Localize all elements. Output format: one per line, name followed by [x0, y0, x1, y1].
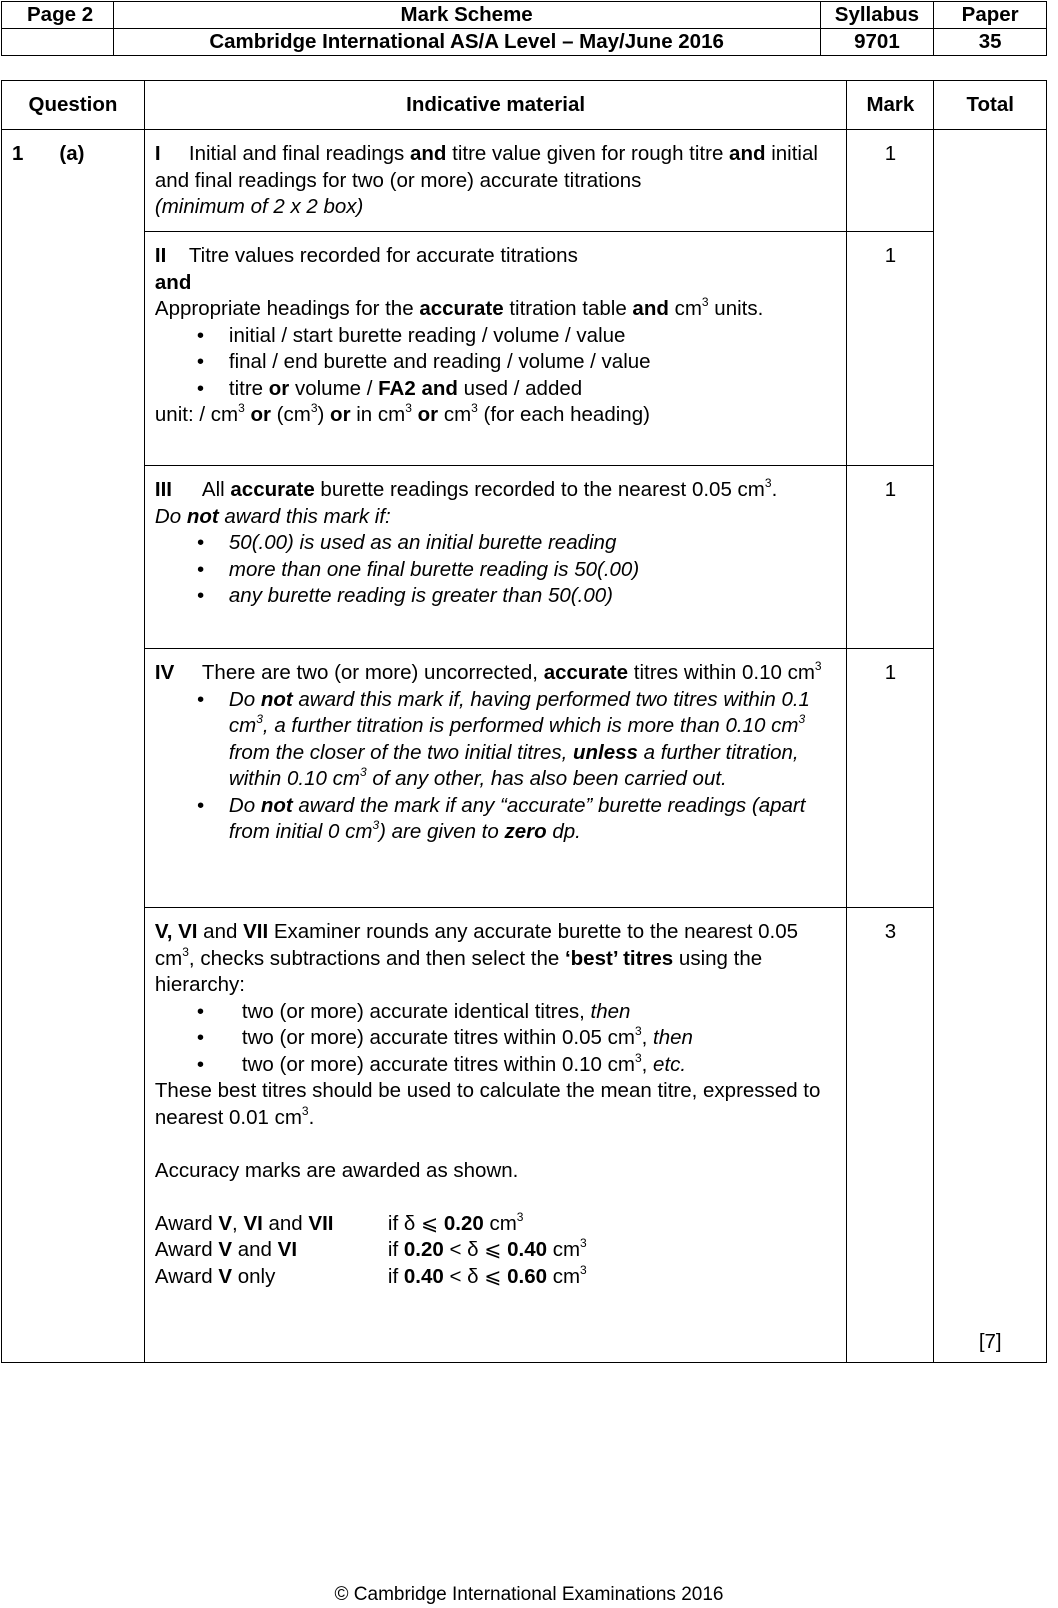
list-item: • final / end burette and reading / volume / value — [229, 349, 832, 376]
criterion-III: III All accurate burette readings recorded to the nearest 0.05 $cm^3$. Do not award this mark if: • 50(.00) is used as an initial burette reading • more than one final burette reading is 50(.00) • any burette reading is greater than 50(.00) — [144, 466, 846, 649]
hierarchy-list — [155, 999, 832, 1079]
list-item: • Do not award the mark if any “accurate” burette readings (apart from initial 0 $cm^3$) are given to zero dp. — [229, 793, 832, 846]
mark-value: 1 — [847, 130, 934, 232]
heading-list — [155, 323, 832, 403]
column-header-total: Total — [934, 81, 1047, 130]
syllabus-code: 9701 — [820, 29, 934, 56]
exclusion-list — [155, 687, 832, 846]
award-rule: Award V only if 0.40 < δ ⩽ 0.60 $cm^3$ — [154, 1262, 587, 1288]
criterion-I: I Initial and final readings and titre value given for rough titre and initial and final readings for two (or more) accurate titrations (minimum of 2 x 2 box) — [144, 130, 846, 232]
criteria-V-VI-VII: V, VI and VII Examiner rounds any accurate burette to the nearest 0.05 $cm^3$, checks subtractions and then select the ‘best’ titres using the hierarchy: • two (or more) accurate identical titres, then • two (or more) accurate titres within 0.05 $cm^3$, then • two (or more) accurate titres within 0.10 $cm^3$, etc. These best titres should be used to calculate the mean titre, expressed to nearest 0.01 $cm^3$. Accuracy marks are awarded as shown. Award V, VI and VII if δ ⩽ 0.20 $cm^3$ Award V and VI if 0.20 < δ ⩽ 0.40 $cm^3$ Award V only if 0.40 < δ ⩽ 0.60 $cm^3$ — [144, 908, 846, 1363]
header-table — [1, 1, 1047, 56]
list-item: • two (or more) accurate titres within 0.05 $cm^3$, then — [242, 1025, 832, 1052]
question-number: 1 — [12, 142, 24, 165]
mark-value: 1 — [847, 466, 934, 649]
list-item: • any burette reading is greater than 50(.00) — [229, 583, 832, 610]
award-rule: Award V and VI if 0.20 < δ ⩽ 0.40 $cm^3$ — [154, 1236, 587, 1261]
exclusion-list — [155, 530, 832, 610]
list-item: • two (or more) accurate titres within 0.10 $cm^3$, etc. — [242, 1052, 832, 1079]
list-item: • 50(.00) is used as an initial burette reading — [229, 530, 832, 557]
mark-value: 1 — [847, 232, 934, 466]
column-header-mark: Mark — [847, 81, 934, 130]
exam-title: Cambridge International AS/A Level – May/June 2016 — [113, 29, 820, 56]
copyright-footer: © Cambridge International Examinations 2016 — [334, 1584, 724, 1605]
mark-value: 1 — [847, 649, 934, 908]
list-item: • initial / start burette reading / volume / value — [229, 323, 832, 350]
document-title: Mark Scheme — [113, 2, 820, 29]
list-item: • titre or volume / FA2 and used / added — [229, 376, 832, 403]
question-part: (a) — [59, 142, 85, 165]
criterion-IV: IV There are two (or more) uncorrected, accurate titres within 0.10 $cm^3$ • Do not award this mark if, having performed two titres within 0.1 $cm^3$, a further titration is performed which is more than 0.10 $cm^3$ from the closer of the two initial titres, unless a further titration, within 0.10 $cm^3$ of any other, has also been carried out. • Do not award the mark if any “accurate” burette readings (apart from initial 0 $cm^3$) are given to zero dp. — [144, 649, 846, 908]
question-cell — [2, 130, 145, 1363]
criterion-II: II Titre values recorded for accurate titrations and Appropriate headings for the accurate titration table and $cm^3$ units. • initial / start burette reading / volume / value • final / end burette and reading / volume / value • titre or volume / FA2 and used / added unit: / $cm^3$ or $(cm^3)$ or in $cm^3$ or $cm^3$ (for each heading) — [144, 232, 846, 466]
list-item: • more than one final burette reading is 50(.00) — [229, 557, 832, 584]
mark-scheme-table — [1, 80, 1047, 1363]
total-marks: [7] — [934, 130, 1047, 1363]
syllabus-label: Syllabus — [820, 2, 934, 29]
award-rule: Award V, VI and VII if δ ⩽ 0.20 $cm^3$ — [154, 1209, 524, 1235]
column-header-indicative-material: Indicative material — [144, 81, 846, 130]
mark-value: 3 — [847, 908, 934, 1363]
paper-number: 35 — [934, 29, 1047, 56]
column-header-question: Question — [2, 81, 145, 130]
list-item: • two (or more) accurate identical titres, then — [242, 999, 832, 1026]
page-number: Page 2 — [2, 2, 114, 29]
paper-label: Paper — [934, 2, 1047, 29]
list-item: • Do not award this mark if, having performed two titres within 0.1 $cm^3$, a further titration is performed which is more than 0.10 $cm^3$ from the closer of the two initial titres, unless a further titration, within 0.10 $cm^3$ of any other, has also been carried out. — [229, 687, 832, 793]
